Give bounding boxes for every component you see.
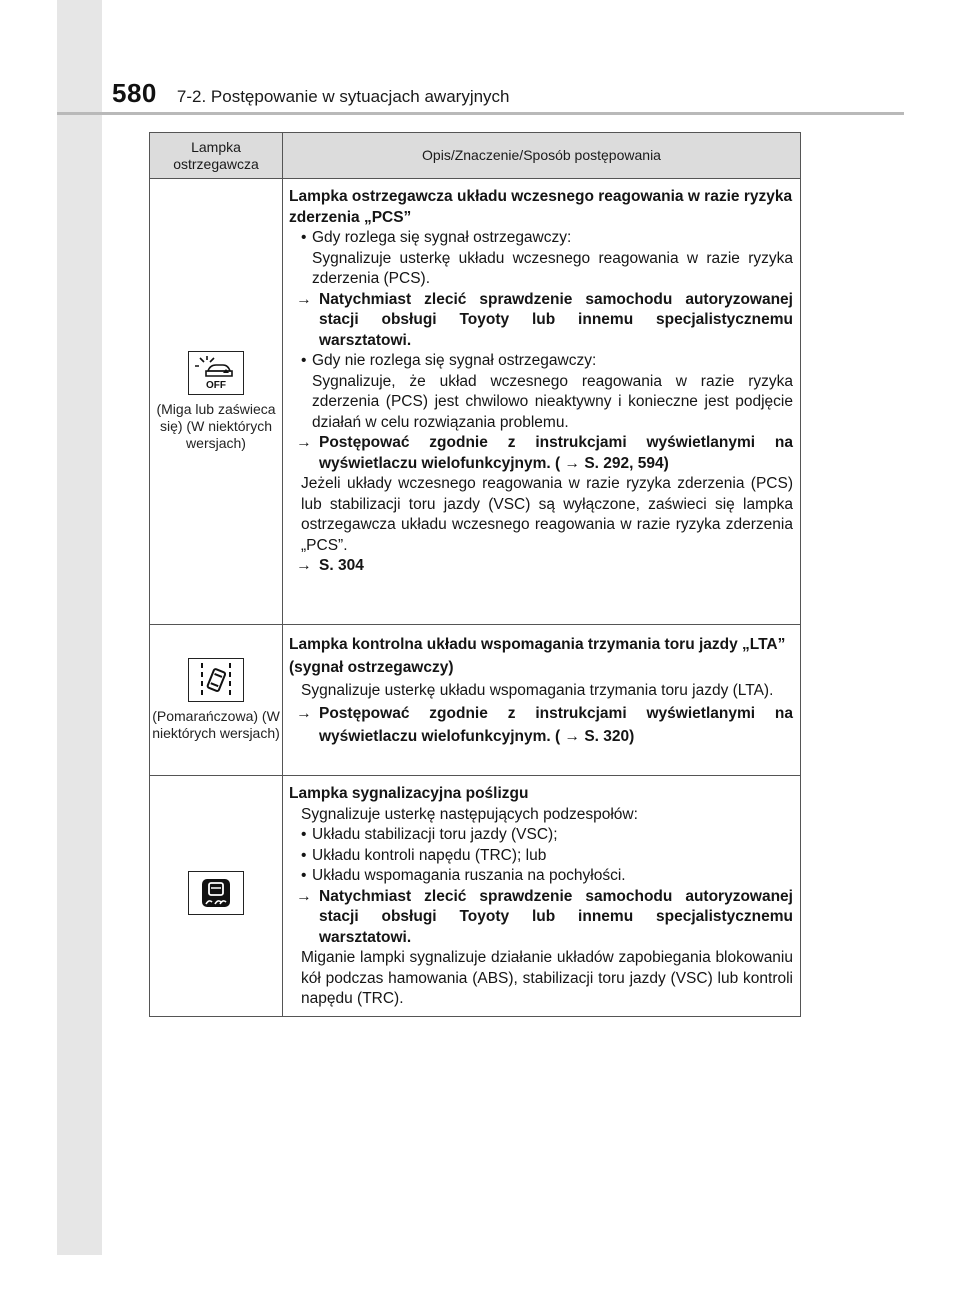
lamp-caption: (Miga lub zaświeca się) (W niektórych wersjach) — [156, 401, 276, 451]
arrow-right-icon: → — [296, 887, 312, 905]
case-heading: Gdy rozlega się sygnał ostrzegawczy: — [312, 229, 572, 246]
lamp-title: Lampka kontrolna układu wspomagania trzymania toru jazdy „LTA” (sygnał ostrzegawczy) — [289, 636, 786, 676]
action-item — [289, 887, 793, 949]
arrow-right-icon: → — [296, 705, 312, 722]
table-row — [150, 625, 801, 776]
bullet-item: • Gdy nie rozlega się sygnał ostrzegawczy: Sygnalizuje, że układ wczesnego reagowania w razie ryzyka zderzenia (PCS) jest chwilowo nieaktywny i konieczne jest podjęcie działań w celu rozwiązania problemu. — [289, 351, 793, 433]
bullet-item: • Układu wspomagania ruszania na pochyłości. — [289, 866, 793, 887]
page-number: 580 — [112, 78, 157, 108]
page-header — [112, 78, 510, 114]
arrow-right-icon: → — [296, 290, 312, 308]
lamp-cell-pcs — [150, 179, 283, 625]
action-text: Postępować zgodnie z instrukcjami wyświetlanymi na wyświetlaczu wielofunkcyjnym. ( — [319, 434, 793, 472]
table-row — [150, 776, 801, 1017]
bullet-text: Układu wspomagania ruszania na pochyłości. — [312, 867, 626, 884]
lamp-caption: (Pomarańczowa) (W niektórych wersjach) — [152, 708, 280, 741]
page-reference-link[interactable]: S. 292, 594) — [584, 454, 669, 472]
case-text: Sygnalizuje, że układ wczesnego reagowania w razie ryzyka zderzenia (PCS) jest chwilowo nieaktywny i konieczne jest podjęcie działań w celu rozwiązania problemu. — [312, 372, 793, 431]
lamp-cell-lta — [150, 625, 283, 776]
pcs-icon-off-label: OFF — [206, 380, 226, 391]
slip-indicator-icon — [188, 871, 244, 915]
page-reference-link[interactable]: S. 320) — [584, 728, 635, 745]
lane-tracing-assist-icon — [188, 658, 244, 702]
action-item — [289, 702, 793, 748]
description-cell-lta — [283, 625, 801, 776]
bullet-text: Układu kontroli napędu (TRC); lub — [312, 846, 547, 864]
page-reference-link[interactable]: S. 304 — [319, 557, 364, 574]
description-cell-slip — [283, 776, 801, 1017]
note-text: Jeżeli układy wczesnego reagowania w razie ryzyka zderzenia (PCS) lub stabilizacji toru jazdy (VSC) są wyłączone, zaświeci się lampka ostrzegawcza układu wczesnego reagowania w razie ryzyka zderzenia „PCS”. — [301, 475, 793, 554]
action-item — [289, 433, 793, 474]
action-text: Natychmiast zlecić sprawdzenie samochodu autoryzowanej stacji obsługi Toyoty lub innemu specjalistycznemu warsztatowi. — [319, 290, 793, 349]
side-margin-strip — [57, 0, 102, 1255]
bullet-item: • Układu stabilizacji toru jazdy (VSC); — [289, 825, 793, 846]
header-description: Opis/Znaczenie/Sposób postępowania — [283, 133, 801, 179]
table-row — [150, 179, 801, 625]
lamp-cell-slip — [150, 776, 283, 1017]
action-text: Postępować zgodnie z instrukcjami wyświetlanymi na wyświetlaczu wielofunkcyjnym. ( — [319, 705, 793, 745]
lamp-title: Lampka ostrzegawcza układu wczesnego reagowania w razie ryzyka zderzenia „PCS” — [289, 188, 793, 226]
lamp-description: Sygnalizuje usterkę układu wspomagania trzymania toru jazdy (LTA). — [301, 682, 774, 699]
case-text: Sygnalizuje usterkę układu wczesnego reagowania w razie ryzyka zderzenia (PCS). — [312, 249, 793, 287]
action-item — [289, 556, 793, 577]
lamp-description: Sygnalizuje usterkę następujących podzespołów: — [301, 805, 638, 823]
pcs-off-warning-icon — [188, 351, 244, 395]
note-text: Miganie lampki sygnalizuje działanie układów zapobiegania blokowaniu kół podczas hamowania (ABS), stabilizacji toru jazdy (VSC) lub kontroli napędu (TRC). — [301, 949, 793, 1007]
header-divider — [57, 112, 904, 115]
arrow-right-icon: → — [296, 557, 312, 574]
action-text: Natychmiast zlecić sprawdzenie samochodu autoryzowanej stacji obsługi Toyoty lub innemu specjalistycznemu warsztatowi. — [319, 887, 793, 946]
chapter-title: 7-2. Postępowanie w sytuacjach awaryjnych — [176, 87, 510, 106]
arrow-right-icon: → — [560, 454, 585, 472]
action-item — [289, 290, 793, 352]
description-cell-pcs — [283, 179, 801, 625]
bullet-item: • Układu kontroli napędu (TRC); lub — [289, 846, 793, 867]
bullet-item: • Gdy rozlega się sygnał ostrzegawczy: Sygnalizuje usterkę układu wczesnego reagowania w razie ryzyka zderzenia (PCS). — [289, 228, 793, 290]
header-lamp: Lampka ostrzegawcza — [150, 133, 283, 179]
arrow-right-icon: → — [560, 728, 585, 745]
table-header-row — [150, 133, 801, 179]
lamp-title: Lampka sygnalizacyjna poślizgu — [289, 785, 529, 802]
arrow-right-icon: → — [296, 434, 312, 451]
warning-lamp-table — [149, 132, 801, 1017]
case-heading: Gdy nie rozlega się sygnał ostrzegawczy: — [312, 352, 597, 369]
bullet-text: Układu stabilizacji toru jazdy (VSC); — [312, 826, 558, 843]
